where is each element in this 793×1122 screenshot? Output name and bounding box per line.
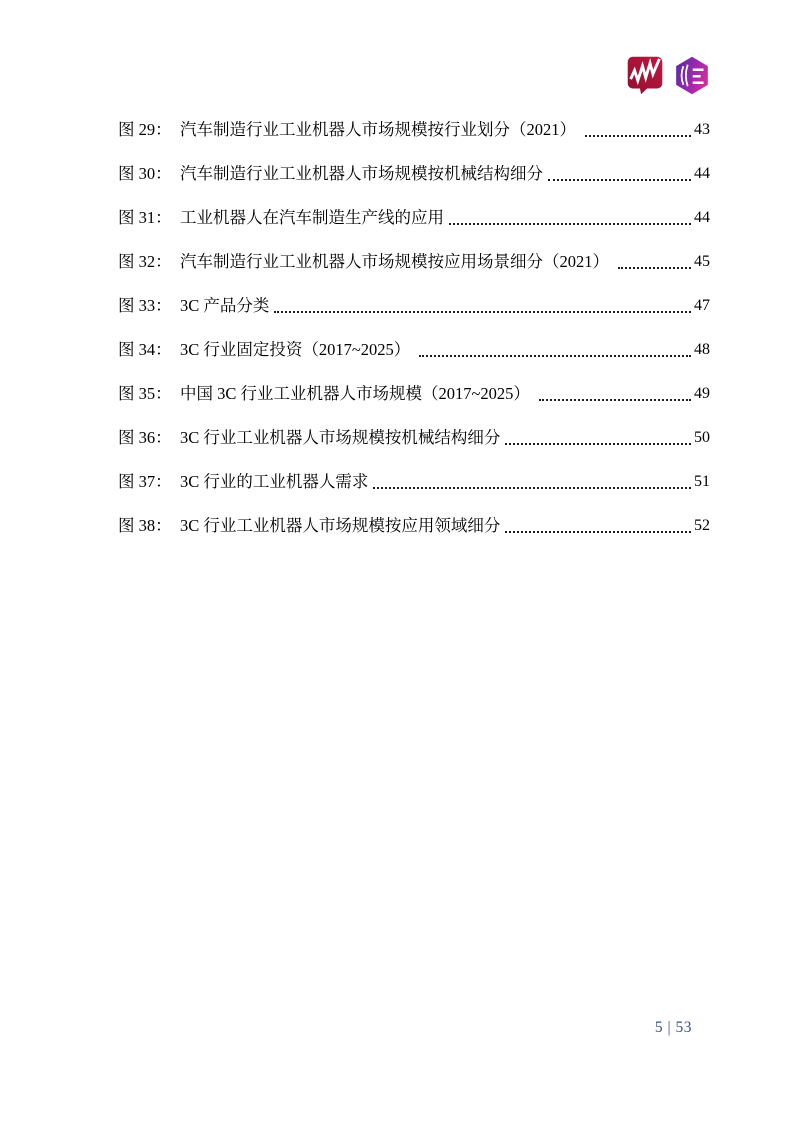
toc-entry[interactable] xyxy=(118,208,710,228)
dotted-leader xyxy=(585,135,691,137)
figure-title: 中国 3C 行业工业机器人市场规模（2017~2025） xyxy=(180,384,535,403)
dotted-leader xyxy=(618,267,691,269)
toc-entry[interactable] xyxy=(118,340,710,360)
dotted-leader xyxy=(449,223,691,225)
toc-entry[interactable] xyxy=(118,384,710,404)
figure-label: 图 38： xyxy=(118,516,172,535)
dotted-leader xyxy=(539,399,691,401)
dotted-leader xyxy=(419,355,691,357)
figures-table-of-contents xyxy=(118,120,710,560)
figure-label: 图 36： xyxy=(118,428,172,447)
figure-page-number: 50 xyxy=(694,429,710,446)
figure-title: 3C 行业固定投资（2017~2025） xyxy=(180,340,415,359)
figure-title: 汽车制造行业工业机器人市场规模按行业划分（2021） xyxy=(180,120,581,139)
purple-cube-icon xyxy=(674,56,710,95)
dotted-leader xyxy=(274,311,691,313)
figure-label: 图 34： xyxy=(118,340,172,359)
page-number-footer: 5 | 53 xyxy=(654,1019,692,1036)
toc-entry[interactable] xyxy=(118,296,710,316)
dotted-leader xyxy=(548,179,691,181)
figure-title: 3C 行业工业机器人市场规模按应用领域细分 xyxy=(180,516,501,535)
figure-title: 汽车制造行业工业机器人市场规模按机械结构细分 xyxy=(180,164,543,183)
toc-entry[interactable] xyxy=(118,252,710,272)
figure-title: 汽车制造行业工业机器人市场规模按应用场景细分（2021） xyxy=(180,252,614,271)
figure-label: 图 37： xyxy=(118,472,172,491)
red-speech-bubble-waveform-icon xyxy=(627,56,663,95)
figure-page-number: 48 xyxy=(694,341,710,358)
figure-title: 3C 产品分类 xyxy=(180,296,270,315)
figure-page-number: 51 xyxy=(694,473,710,490)
dotted-leader xyxy=(505,531,691,533)
figure-page-number: 45 xyxy=(694,253,710,270)
figure-label: 图 32： xyxy=(118,252,172,271)
figure-page-number: 43 xyxy=(694,121,710,138)
figure-page-number: 49 xyxy=(694,385,710,402)
figure-title: 3C 行业工业机器人市场规模按机械结构细分 xyxy=(180,428,501,447)
toc-entry[interactable] xyxy=(118,516,710,536)
figure-label: 图 31： xyxy=(118,208,172,227)
figure-title: 工业机器人在汽车制造生产线的应用 xyxy=(180,208,444,227)
figure-page-number: 44 xyxy=(694,165,710,182)
dotted-leader xyxy=(505,443,691,445)
dotted-leader xyxy=(373,487,691,489)
page-header-logo xyxy=(627,56,710,95)
figure-page-number: 44 xyxy=(694,209,710,226)
figure-label: 图 33： xyxy=(118,296,172,315)
toc-entry[interactable] xyxy=(118,428,710,448)
figure-page-number: 52 xyxy=(694,517,710,534)
figure-label: 图 35： xyxy=(118,384,172,403)
toc-entry[interactable] xyxy=(118,164,710,184)
figure-page-number: 47 xyxy=(694,297,710,314)
toc-entry[interactable] xyxy=(118,472,710,492)
toc-entry[interactable] xyxy=(118,120,710,140)
figure-title: 3C 行业的工业机器人需求 xyxy=(180,472,369,491)
figure-label: 图 29： xyxy=(118,120,172,139)
figure-label: 图 30： xyxy=(118,164,172,183)
